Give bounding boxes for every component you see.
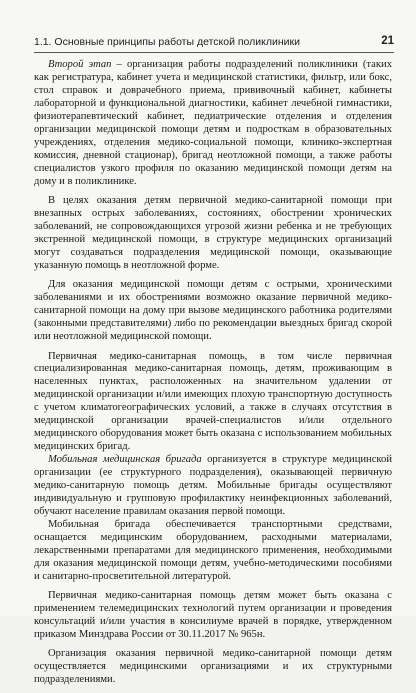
paragraph <box>34 648 392 687</box>
paragraph <box>34 351 392 455</box>
paragraph-text: Первичная медико-санитарная помощь детям может быть оказана с применением телемедицинских технологий путем организации и проведения консультаций и/или участия в консилиуме врачей в порядке, утвержденном приказом Минздрава России от 30.11.2017 № 965н. <box>34 589 392 640</box>
paragraph-text: организуется в структуре медицинской организации (ее структурного подразделения), оказывающей первичную медико-санитарную помощь детям. Мобильные бригады осуществляют индивидуальную и групповую профилактику неинфекционных заболеваний, обучают население правилам оказания первой помощи. <box>34 454 392 517</box>
paragraph-text: Первичная медико-санитарная помощь, в том числе первичная специализированная медико-санитарная помощь, детям, проживающим в населенных пунктах, расположенных на значительном удалении от медицинской организации и/или имеющих плохую транспортную доступность с учетом климатогеографических условий, а также в случаях отсутствия в медицинской организации врачей-специалистов и/или отдельного медицинского оборудования может быть оказана с использованием мобильных медицинских бригад. <box>34 350 392 453</box>
paragraph-text: Для оказания медицинской помощи детям с острыми, хроническими заболеваниями и их обострениями возможно оказание первичной медико-санитарной помощи на дому при вызове медицинского работника родителями (законными представителями) либо по рекомендации выездных бригад скорой или неотложной медицинской помощи. <box>34 279 392 343</box>
section-title: 1.1. Основные принципы работы детской поликлиники <box>34 36 300 48</box>
paragraph <box>34 59 392 189</box>
paragraph-text: Мобильная бригада обеспечивается транспортными средствами, оснащается медицинским оборудованием, расходными материалами, лекарственными препаратами для медицинского применения, необходимыми для оказания медицинской помощи детям, учебно-методическими пособиями и санитарно-просветительной литературой. <box>34 518 392 582</box>
page-number: 21 <box>381 35 394 47</box>
header-divider <box>34 52 394 53</box>
paragraph-text: Организация оказания первичной медико-санитарной помощи детям осуществляется медицинскими организациями и их структурными подразделениями. <box>34 647 392 685</box>
paragraph-lead: Второй этап <box>48 59 112 70</box>
running-header <box>34 36 394 52</box>
paragraph-lead: Мобильная медицинская бригада <box>48 454 202 466</box>
paragraph <box>34 519 392 584</box>
paragraph-text: – организация работы подразделений поликлиники (таких как регистратура, кабинет учета и медицинской статистики, фильтр, или бокс, стол справок и доврачебного приема, прививочный кабинет, кабинеты лабораторной и функциональной диагностики, кабинет лечебной гимнастики, физиотерапевтический кабинет, педиатрические отделения и отделения организации медицинской помощи детям и подросткам в образовательных учреждениях, отделения медико-социальной помощи, клинико-экспертная комиссия, дневной стационар), бригад неотложной помощи, а также работы специалистов узкого профиля по оказанию медицинской помощи детям на дому и в поликлинике. <box>34 59 392 187</box>
paragraph-text: В целях оказания детям первичной медико-санитарной помощи при внезапных острых заболеваниях, состояниях, обострении хронических заболеваний, не сопровождающихся угрозой жизни ребенка и не требующих экстренной медицинской помощи, в структуре медицинских организаций могут создаваться подразделения медицинской помощи, оказывающие указанную помощь в неотложной форме. <box>34 195 392 271</box>
body-text <box>34 59 392 693</box>
paragraph <box>34 195 392 273</box>
paragraph <box>34 454 392 519</box>
paragraph <box>34 279 392 344</box>
